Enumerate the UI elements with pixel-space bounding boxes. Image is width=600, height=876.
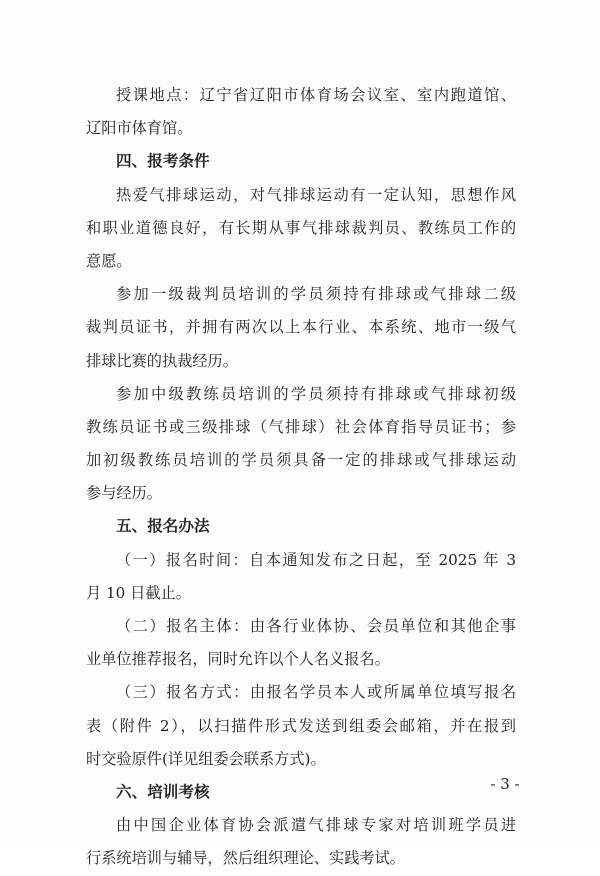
paragraph-line: 表（附件 2），以扫描件形式发送到组委会邮箱，并在报到: [86, 716, 516, 735]
section-heading-training-assessment: 六、培训考核: [116, 782, 210, 801]
section-heading-exam-conditions: 四、报考条件: [116, 152, 210, 171]
paragraph-line: 辽阳市体育馆。: [86, 119, 193, 138]
paragraph-line: （二）报名主体：由各行业体协、会员单位和其他企事: [116, 617, 516, 635]
registration-time-item: [86, 544, 516, 610]
paragraph-line: 裁判员证书，并拥有两次以上本行业、本系统、地市一级气: [86, 318, 516, 337]
exam-conditions-paragraph-3: [86, 378, 516, 511]
exam-conditions-paragraph-1: [86, 179, 516, 279]
exam-conditions-paragraph-2: [86, 278, 516, 378]
document-body: [86, 79, 516, 876]
page-number: - 3 -: [490, 775, 520, 793]
paragraph-line: 参加中级教练员培训的学员须持有排球或气排球初级: [116, 384, 516, 403]
paragraph-line: （一）报名时间：自本通知发布之日起，至 2025 年 3: [116, 550, 516, 569]
paragraph-line: 意愿。: [86, 251, 132, 270]
paragraph-line: 时交验原件(详见组委会联系方式)。: [86, 749, 326, 768]
paragraph-line: 热爱气排球运动，对气排球运动有一定认知，思想作风: [116, 185, 516, 204]
registration-method-item: [86, 676, 516, 776]
paragraph-line: 参与经历。: [86, 484, 162, 503]
paragraph-line: 和职业道德良好，有长期从事气排球裁判员、教练员工作的: [86, 218, 516, 237]
registration-subject-item: [86, 610, 516, 676]
paragraph-line: 排球比赛的执裁经历。: [86, 351, 238, 370]
training-assessment-paragraph: [86, 809, 516, 875]
paragraph-line: 由中国企业体育协会派遣气排球专家对培训班学员进: [116, 816, 516, 835]
training-location-paragraph: [86, 79, 516, 145]
paragraph-line: 业单位推荐报名，同时允许以个人名义报名。: [86, 650, 390, 669]
paragraph-line: 参加一级裁判员培训的学员须持有排球或气排球二级: [116, 285, 516, 304]
paragraph-line: 加初级教练员培训的学员须具备一定的排球或气排球运动: [86, 451, 516, 470]
section-heading-registration-method: 五、报名办法: [116, 517, 210, 536]
paragraph-line: 行系统培训与辅导，然后组织理论、实践考试。: [86, 849, 405, 868]
paragraph-line: 教练员证书或三级排球（气排球）社会体育指导员证书；参: [86, 417, 516, 436]
paragraph-line: 授课地点：辽宁省辽阳市体育场会议室、室内跑道馆、: [116, 86, 516, 104]
paragraph-line: 月 10 日截止。: [86, 583, 191, 602]
paragraph-line: （三）报名方式：由报名学员本人或所属单位填写报名: [116, 683, 516, 702]
